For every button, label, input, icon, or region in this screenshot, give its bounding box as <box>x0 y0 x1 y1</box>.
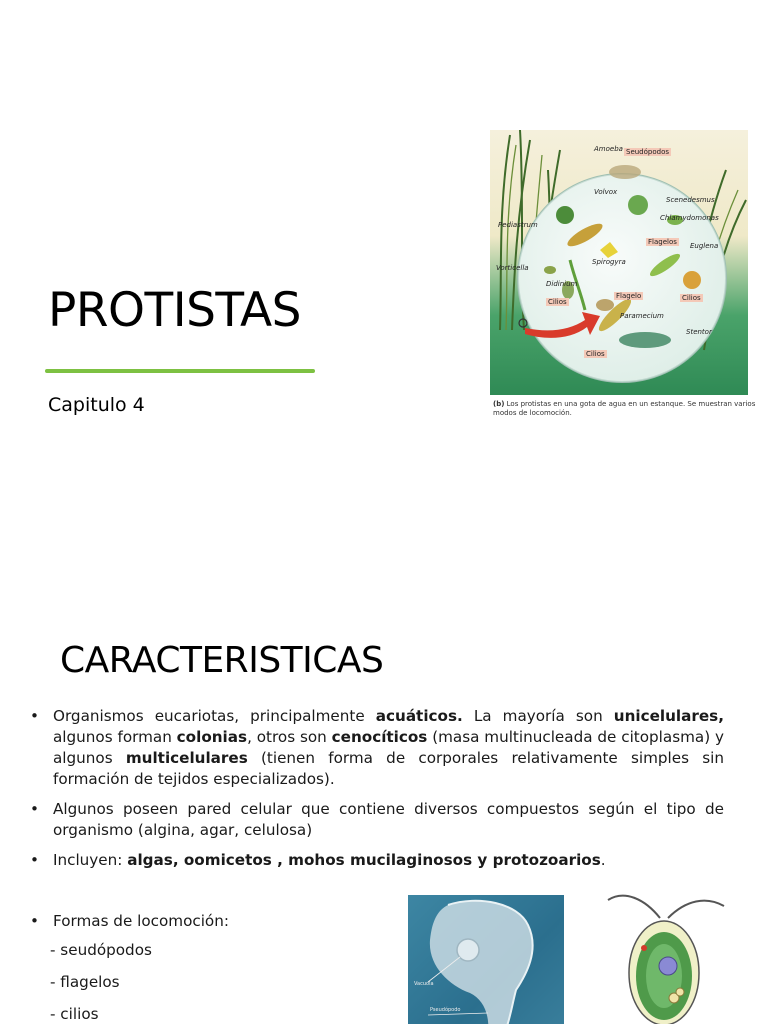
protists-pond-illustration <box>490 130 748 395</box>
amoeba-label-vacuola: Vacuola <box>414 981 434 987</box>
text-segment: Incluyen: <box>53 851 128 869</box>
label-stentor: Stentor <box>686 328 712 336</box>
chlamydomonas-drawing <box>594 888 734 1024</box>
locomotion-block <box>30 912 229 1024</box>
title-underline <box>45 369 315 373</box>
amoeba-drawing <box>408 895 564 1024</box>
caption-text: Los protistas en una gota de agua en un estanque. Se muestran varios modos de locomoción. <box>493 400 756 417</box>
text-segment: , otros son <box>247 728 332 746</box>
bullet-locomotion: • Formas de locomoción: <box>30 912 229 930</box>
chapter-subtitle: Capitulo 4 <box>48 394 145 416</box>
label-vorticella: Vorticella <box>496 264 529 272</box>
bullet-cell-wall: • Algunos poseen pared celular que contiene diversos compuestos según el tipo de organismo (algina, agar, celulosa) <box>30 799 724 841</box>
amoeba-micrograph <box>408 895 564 1024</box>
locomotion-item: - flagelos <box>50 973 120 991</box>
label-seudopodos: Seudópodos <box>626 148 670 156</box>
text-segment: algunos forman <box>53 728 177 746</box>
label-spirogyra: Spirogyra <box>592 258 626 266</box>
bold-groups: algas, oomicetos , mohos mucilaginosos y protozoarios <box>127 851 601 869</box>
label-amoeba: Amoeba <box>594 145 623 153</box>
page-title: PROTISTAS <box>48 283 301 338</box>
bullet-organisms <box>30 706 724 790</box>
locomotion-item: - cilios <box>50 1005 99 1023</box>
bold-cenociticos: cenocíticos <box>331 728 428 746</box>
label-didinium: Didinium <box>546 280 578 288</box>
label-volvox: Volvox <box>594 188 618 196</box>
bold-colonias: colonias <box>176 728 248 746</box>
label-euglena: Euglena <box>690 242 719 250</box>
label-flagelo: Flagelo <box>616 292 642 300</box>
text-segment: La mayoría son <box>462 707 614 725</box>
amoeba-label-pseudopodo: Pseudópodo <box>430 1007 461 1013</box>
section-title: CARACTERISTICAS <box>60 640 384 681</box>
bold-acuaticos: acuáticos. <box>375 707 463 725</box>
bullet-includes <box>30 850 724 871</box>
text-segment: (tienen forma de corporales relativamente simples sin formación de tejidos especializados). <box>53 749 724 788</box>
text-segment: Organismos eucariotas, principalmente <box>53 707 376 725</box>
label-cilios-3: Cilios <box>586 350 605 358</box>
label-scenedesmus: Scenedesmus <box>666 196 715 204</box>
figure-caption <box>493 400 765 418</box>
bold-unicelulares: unicelulares, <box>613 707 724 725</box>
label-paramecium: Paramecium <box>620 312 664 320</box>
bullet-list <box>30 706 724 880</box>
label-chlamydomonas: Chlamydomonas <box>660 214 719 222</box>
slide-characteristics <box>0 600 768 1024</box>
locomotion-item: - seudópodos <box>50 941 152 959</box>
label-flagelos: Flagelos <box>648 238 677 246</box>
text-segment: . <box>600 851 606 869</box>
caption-prefix: (b) <box>493 400 505 408</box>
label-pediastrum: Pediastrum <box>498 221 538 229</box>
label-cilios-2: Cilios <box>682 294 701 302</box>
flagellate-cell <box>594 888 734 1024</box>
text-segment: (masa multinucleada de citoplasma) y algunos <box>53 728 724 767</box>
label-cilios-1: Cilios <box>548 298 567 306</box>
bold-multicelulares: multicelulares <box>125 749 248 767</box>
